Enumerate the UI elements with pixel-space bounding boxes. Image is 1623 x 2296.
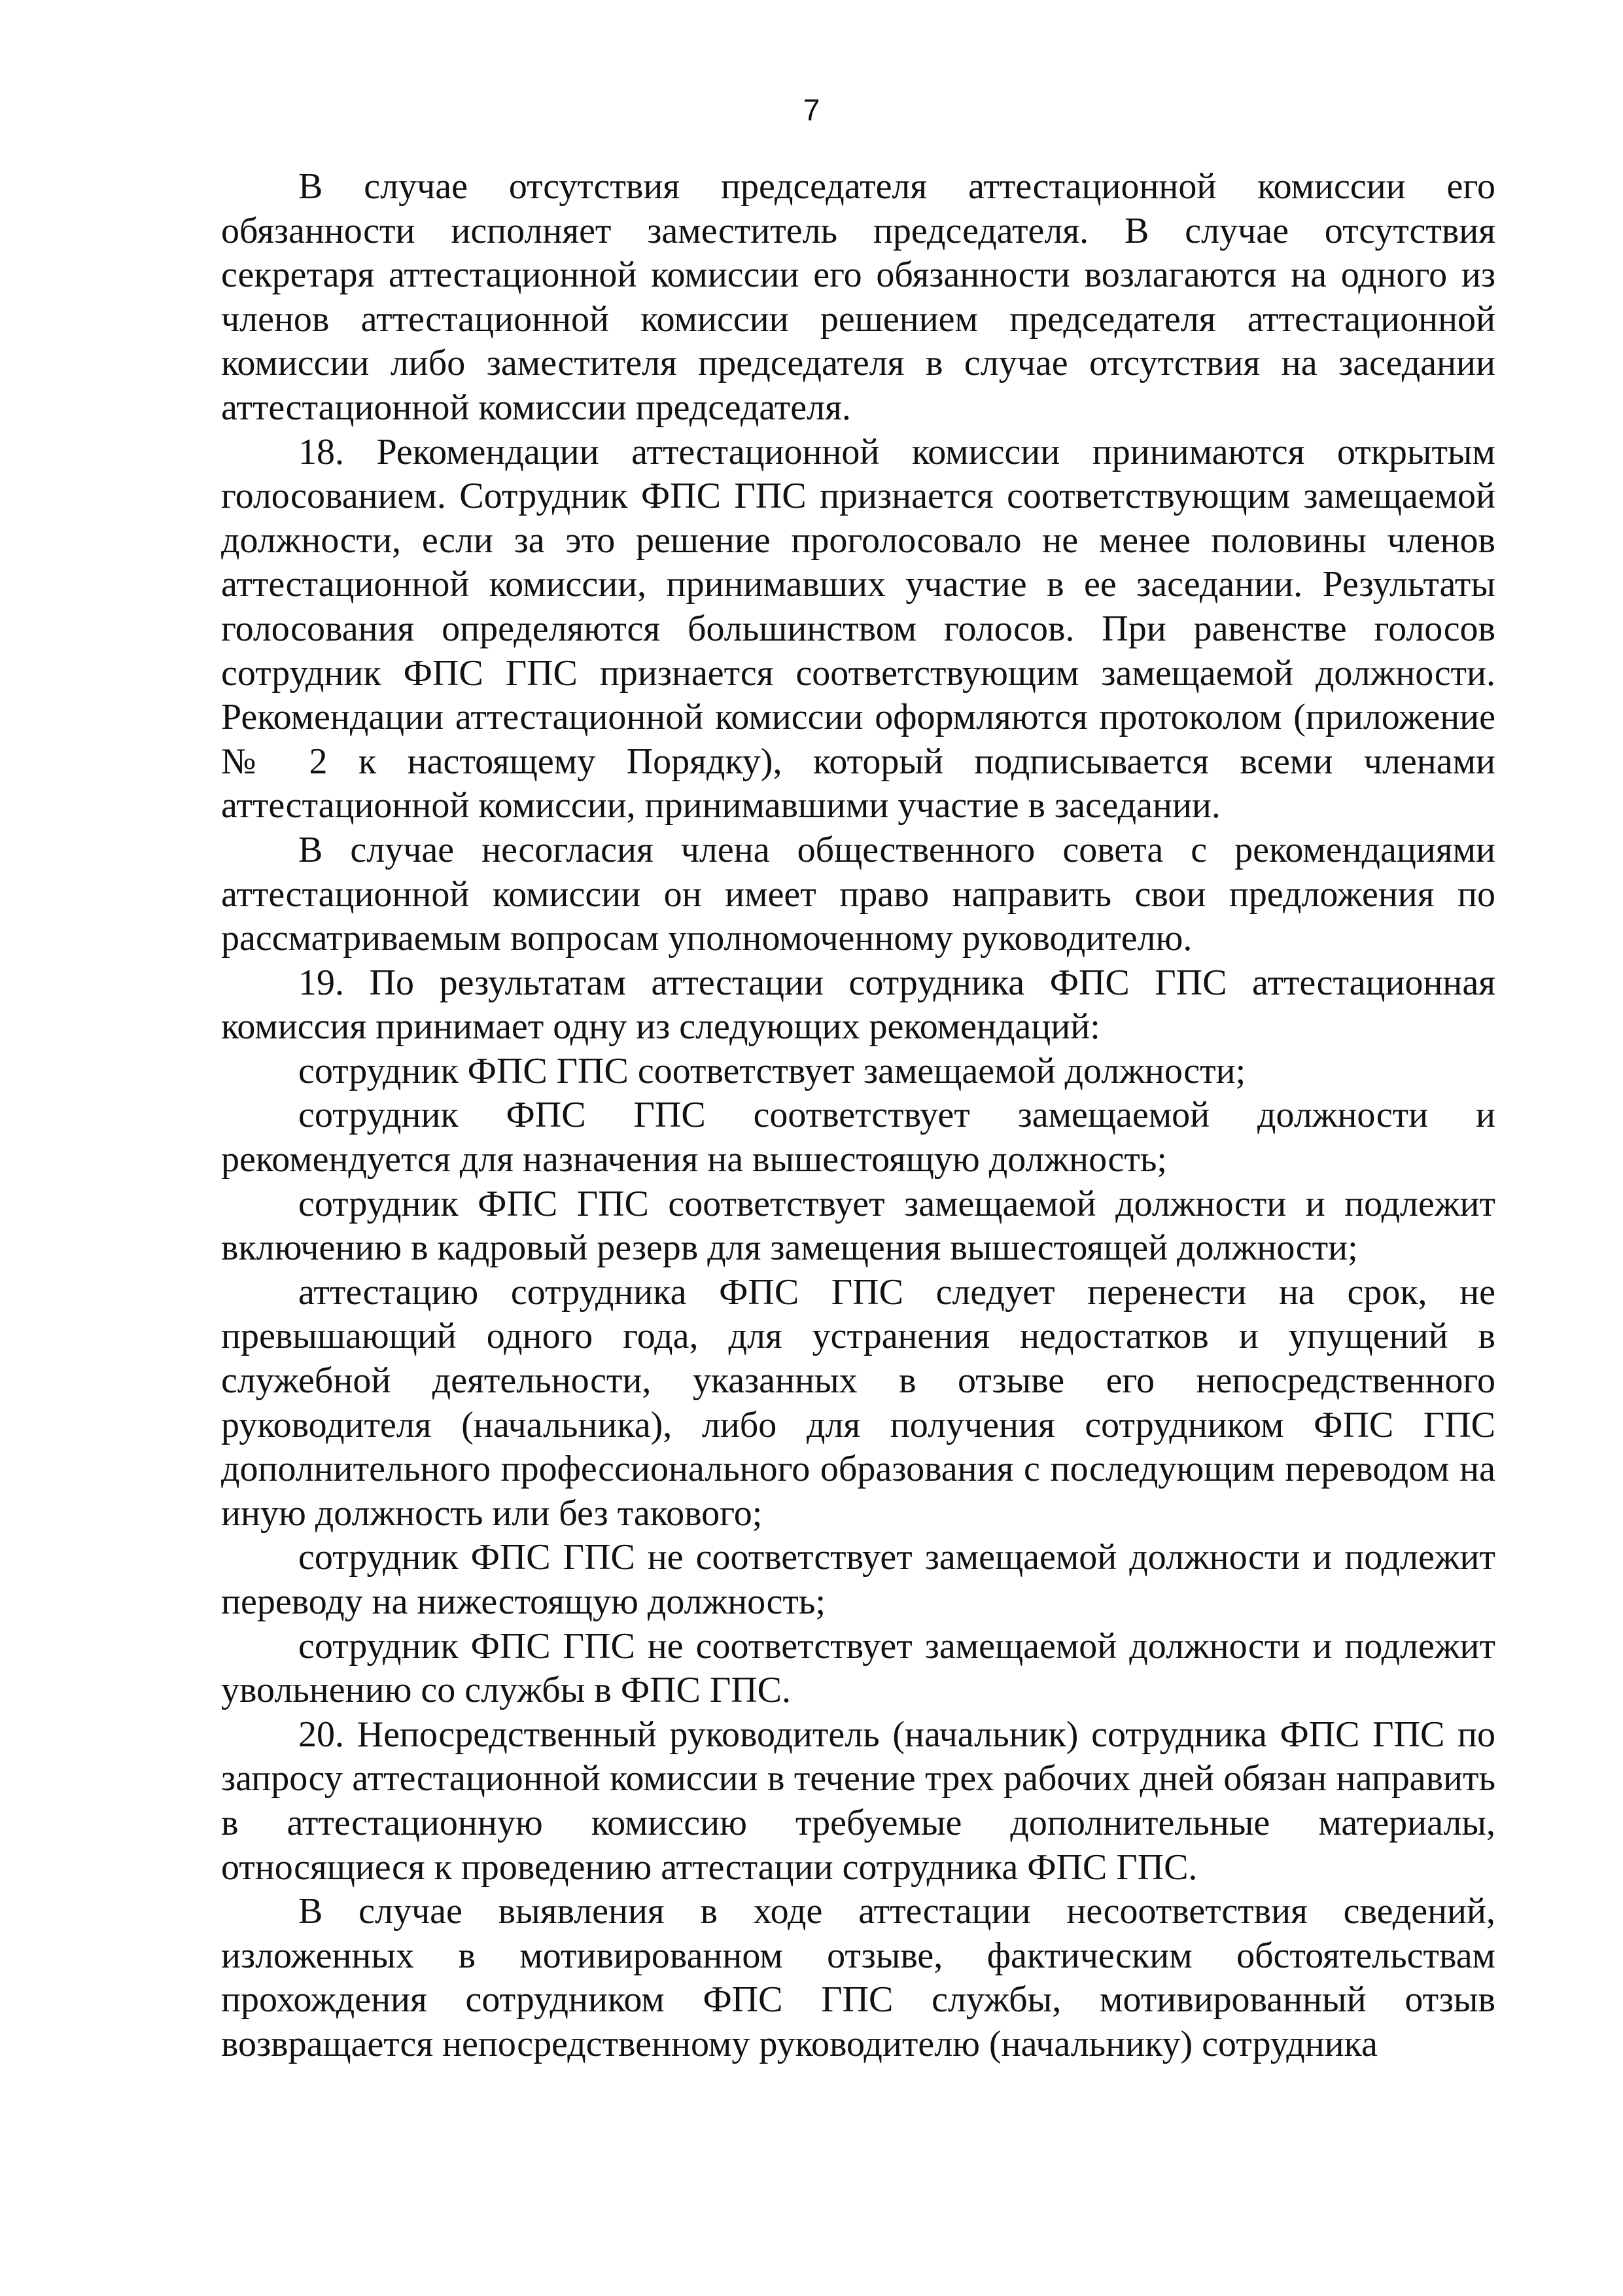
paragraph-18-recommendations: 18. Рекомендации аттестационной комиссии принимаются открытым голосованием. Сотрудник ФПС ГПС признается соответствующим замещаемой должности, если за это решение проголосовало не менее половины членов аттестационной комиссии, принимавших участие в ее заседании. Результаты голосования определяются большинством голосов. При равенстве голосов сотрудник ФПС ГПС признается соответствующим замещаемой должности. Рекомендации аттестационной комиссии оформляются протоколом (приложение № 2 к настоящему Порядку), который подписывается всеми членами аттестационной комиссии, принимавшими участие в заседании.: [221, 431, 1495, 826]
page-number: 7: [803, 93, 820, 127]
paragraph-option-postpone: аттестацию сотрудника ФПС ГПС следует перенести на срок, не превышающий одного года, для устранения недостатков и упущений в служебной деятельности, указанных в отзыве его непосредственного руководителя (начальника), либо для получения сотрудником ФПС ГПС дополнительного профессионального образования с последующим переводом на иную должность или без такового;: [221, 1271, 1495, 1534]
paragraph-chairman-absence: В случае отсутствия председателя аттестационной комиссии его обязанности исполняет заместитель председателя. В случае отсутствия секретаря аттестационной комиссии его обязанности возлагаются на одного из членов аттестационной комиссии решением председателя аттестационной комиссии либо заместителя председателя в случае отсутствия на заседании аттестационной комиссии председателя.: [221, 166, 1495, 428]
paragraph-option-personnel-reserve: сотрудник ФПС ГПС соответствует замещаемой должности и подлежит включению в кадровый резерв для замещения вышестоящей должности;: [221, 1183, 1495, 1269]
paragraph-public-council-disagreement: В случае несогласия члена общественного совета с рекомендациями аттестационной комиссии он имеет право направить свои предложения по рассматриваемым вопросам уполномоченному руководителю.: [221, 829, 1495, 959]
paragraph-option-demotion: сотрудник ФПС ГПС не соответствует замещаемой должности и подлежит переводу на нижестоящую должность;: [221, 1537, 1495, 1622]
paragraph-option-corresponds: сотрудник ФПС ГПС соответствует замещаемой должности;: [298, 1050, 1246, 1091]
paragraph-review-returned: В случае выявления в ходе аттестации несоответствия сведений, изложенных в мотивированном отзыве, фактическим обстоятельствам прохождения сотрудником ФПС ГПС службы, мотивированный отзыв возвращается непосредственному руководителю (начальнику) сотрудника: [221, 1891, 1495, 2064]
paragraph-20-supervisor-materials: 20. Непосредственный руководитель (начальник) сотрудника ФПС ГПС по запросу аттестационной комиссии в течение трех рабочих дней обязан направить в аттестационную комиссию требуемые дополнительные материалы, относящиеся к проведению аттестации сотрудника ФПС ГПС.: [221, 1714, 1495, 1888]
paragraph-19-results: 19. По результатам аттестации сотрудника ФПС ГПС аттестационная комиссия принимает одну из следующих рекомендаций:: [221, 962, 1495, 1048]
paragraph-option-dismissal: сотрудник ФПС ГПС не соответствует замещаемой должности и подлежит увольнению со службы в ФПС ГПС.: [221, 1625, 1495, 1711]
paragraph-option-promotion: сотрудник ФПС ГПС соответствует замещаемой должности и рекомендуется для назначения на вышестоящую должность;: [221, 1095, 1495, 1180]
document-body: [221, 165, 1495, 2067]
